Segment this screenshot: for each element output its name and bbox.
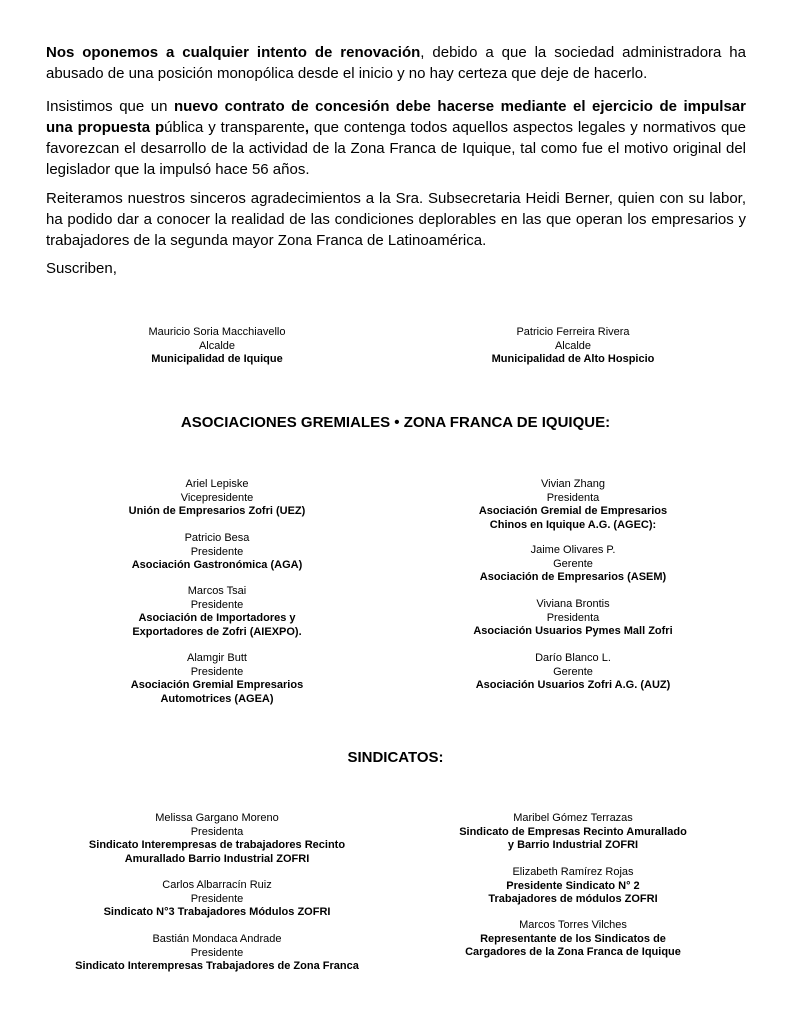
signer-org: Asociación Usuarios Zofri A.G. (AUZ): [475, 679, 671, 691]
signer-org: Asociación de Empresarios (ASEM): [479, 571, 667, 583]
signature-auz: [408, 652, 738, 693]
signature-union-n2: [408, 866, 738, 907]
signer-role: Gerente: [553, 665, 593, 678]
associations-heading: ASOCIACIONES GREMIALES • ZONA FRANCA DE IQUIQUE:: [180, 414, 611, 431]
signature-union-cargadores: [408, 919, 738, 960]
paragraph-new-contract-pre: Insistimos que un: [46, 98, 174, 115]
signature-agec: [408, 478, 738, 532]
paragraph-new-contract-comma: ,: [304, 119, 310, 136]
signer-role: Presidente: [190, 665, 244, 678]
signer-org-line1: Sindicato Interempresas de trabajadores Recinto: [88, 839, 346, 851]
paragraph-opposition-bold: Nos oponemos a cualquier intento de renovación: [46, 44, 421, 61]
signer-role: Alcalde: [554, 339, 592, 352]
signer-org: Asociación Gastronómica (AGA): [131, 559, 303, 571]
paragraph-new-contract-rest: que contenga todos aquellos aspectos legales y normativos que favorezcan el desarrollo de la actividad de la Zona Franca de Iquique, tal como fue el motivo original del legislador que la impulsó hace 56 años.: [46, 119, 746, 178]
paragraph-opposition: [46, 42, 746, 84]
signer-name: Melissa Gargano Moreno: [155, 812, 279, 824]
signer-org-line2: Chinos en Iquique A.G. (AGEC):: [489, 518, 657, 531]
signer-name: Jaime Olivares P.: [530, 544, 616, 556]
signer-org: Sindicato Interempresas Trabajadores de Zona Franca: [75, 960, 359, 972]
signer-org: Municipalidad de Alto Hospicio: [491, 353, 655, 365]
signer-role: Alcalde: [198, 339, 236, 352]
signer-name: Marcos Tsai: [187, 585, 247, 597]
signer-org-line1: Asociación de Importadores y: [138, 612, 296, 624]
signer-org-line2: Trabajadores de módulos ZOFRI: [488, 893, 658, 905]
signer-role: Vicepresidente: [180, 491, 254, 504]
signer-role: Presidente: [190, 892, 244, 905]
signer-name: Marcos Torres Vilches: [519, 919, 627, 931]
signer-role: Presidenta: [546, 611, 600, 624]
signer-name: Patricio Besa: [184, 532, 250, 544]
signer-org: Sindicato N°3 Trabajadores Módulos ZOFRI: [103, 906, 331, 918]
signer-org-line1: Asociación Gremial Empresarios: [130, 679, 304, 691]
signer-org-line1: Presidente Sindicato N° 2: [506, 879, 640, 892]
signature-mayor-alto-hospicio: [408, 326, 738, 367]
signer-org-line1: Sindicato de Empresas Recinto Amurallado: [459, 825, 687, 838]
paragraph-thanks: Reiteramos nuestros sinceros agradecimientos a la Sra. Subsecretaria Heidi Berner, quien con su labor, ha podido dar a conocer la realidad de las condiciones deplorables en las que operan los empresarios y trabajadores de la segunda mayor Zona Franca de Latinoamérica.: [46, 190, 746, 249]
signer-name: Bastián Mondaca Andrade: [152, 933, 282, 945]
signature-asem: [408, 544, 738, 585]
signer-org: Unión de Empresarios Zofri (UEZ): [128, 505, 306, 517]
signer-name: Elizabeth Ramírez Rojas: [512, 866, 634, 878]
paragraph-new-contract-bold: nuevo contrato de concesión debe hacerse mediante el ejercicio de impulsar una propuesta p: [46, 98, 746, 136]
signer-role: Presidenta: [190, 825, 244, 838]
signature-agea: [52, 652, 382, 706]
signer-org-line1: Representante de los Sindicatos de: [480, 932, 666, 945]
paragraph-suscriben: Suscriben,: [46, 260, 117, 277]
signature-pymes-mall: [408, 598, 738, 639]
signature-mayor-iquique: [52, 326, 382, 367]
signature-union-zona-franca: [52, 933, 382, 974]
signer-role: Presidenta: [546, 491, 600, 504]
unions-heading: SINDICATOS:: [347, 749, 444, 766]
signer-org: Asociación Usuarios Pymes Mall Zofri: [473, 625, 673, 637]
signer-name: Mauricio Soria Macchiavello: [148, 326, 286, 338]
signer-org: Municipalidad de Iquique: [151, 353, 283, 365]
paragraph-new-contract: [46, 96, 746, 180]
signer-name: Patricio Ferreira Rivera: [516, 326, 630, 338]
signer-org-line2: y Barrio Industrial ZOFRI: [507, 839, 639, 851]
paragraph-new-contract-mid: ública y transparente: [164, 119, 305, 136]
signer-role: Presidente: [190, 946, 244, 959]
signature-aga: [52, 532, 382, 573]
signer-role: Presidente: [190, 598, 244, 611]
signer-org-line2: Automotrices (AGEA): [160, 692, 274, 705]
signature-uez: [52, 478, 382, 519]
signature-union-recinto: [52, 812, 382, 866]
signature-union-empresas-recinto: [408, 812, 738, 853]
signer-name: Carlos Albarracín Ruiz: [162, 879, 272, 891]
signer-org-line2: Exportadores de Zofri (AIEXPO).: [132, 625, 302, 638]
signer-name: Maribel Gómez Terrazas: [513, 812, 633, 824]
signer-org-line2: Cargadores de la Zona Franca de Iquique: [465, 946, 681, 958]
signer-org-line2: Amurallado Barrio Industrial ZOFRI: [124, 852, 310, 865]
signer-name: Viviana Brontis: [536, 598, 610, 610]
signer-name: Darío Blanco L.: [535, 652, 611, 664]
paragraph-opposition-rest: , debido a que la sociedad administradora ha abusado de una posición monopólica desde el inicio y no hay certeza que deje de hacerlo.: [46, 44, 746, 82]
signer-role: Presidente: [190, 545, 244, 558]
signer-org-line1: Asociación Gremial de Empresarios: [478, 505, 668, 517]
signer-role: Gerente: [553, 557, 593, 570]
signature-union-n3: [52, 879, 382, 920]
signer-name: Alamgir Butt: [187, 652, 247, 664]
signer-name: Ariel Lepiske: [185, 478, 249, 490]
signature-aiexpo: [52, 585, 382, 639]
signer-name: Vivian Zhang: [540, 478, 605, 490]
